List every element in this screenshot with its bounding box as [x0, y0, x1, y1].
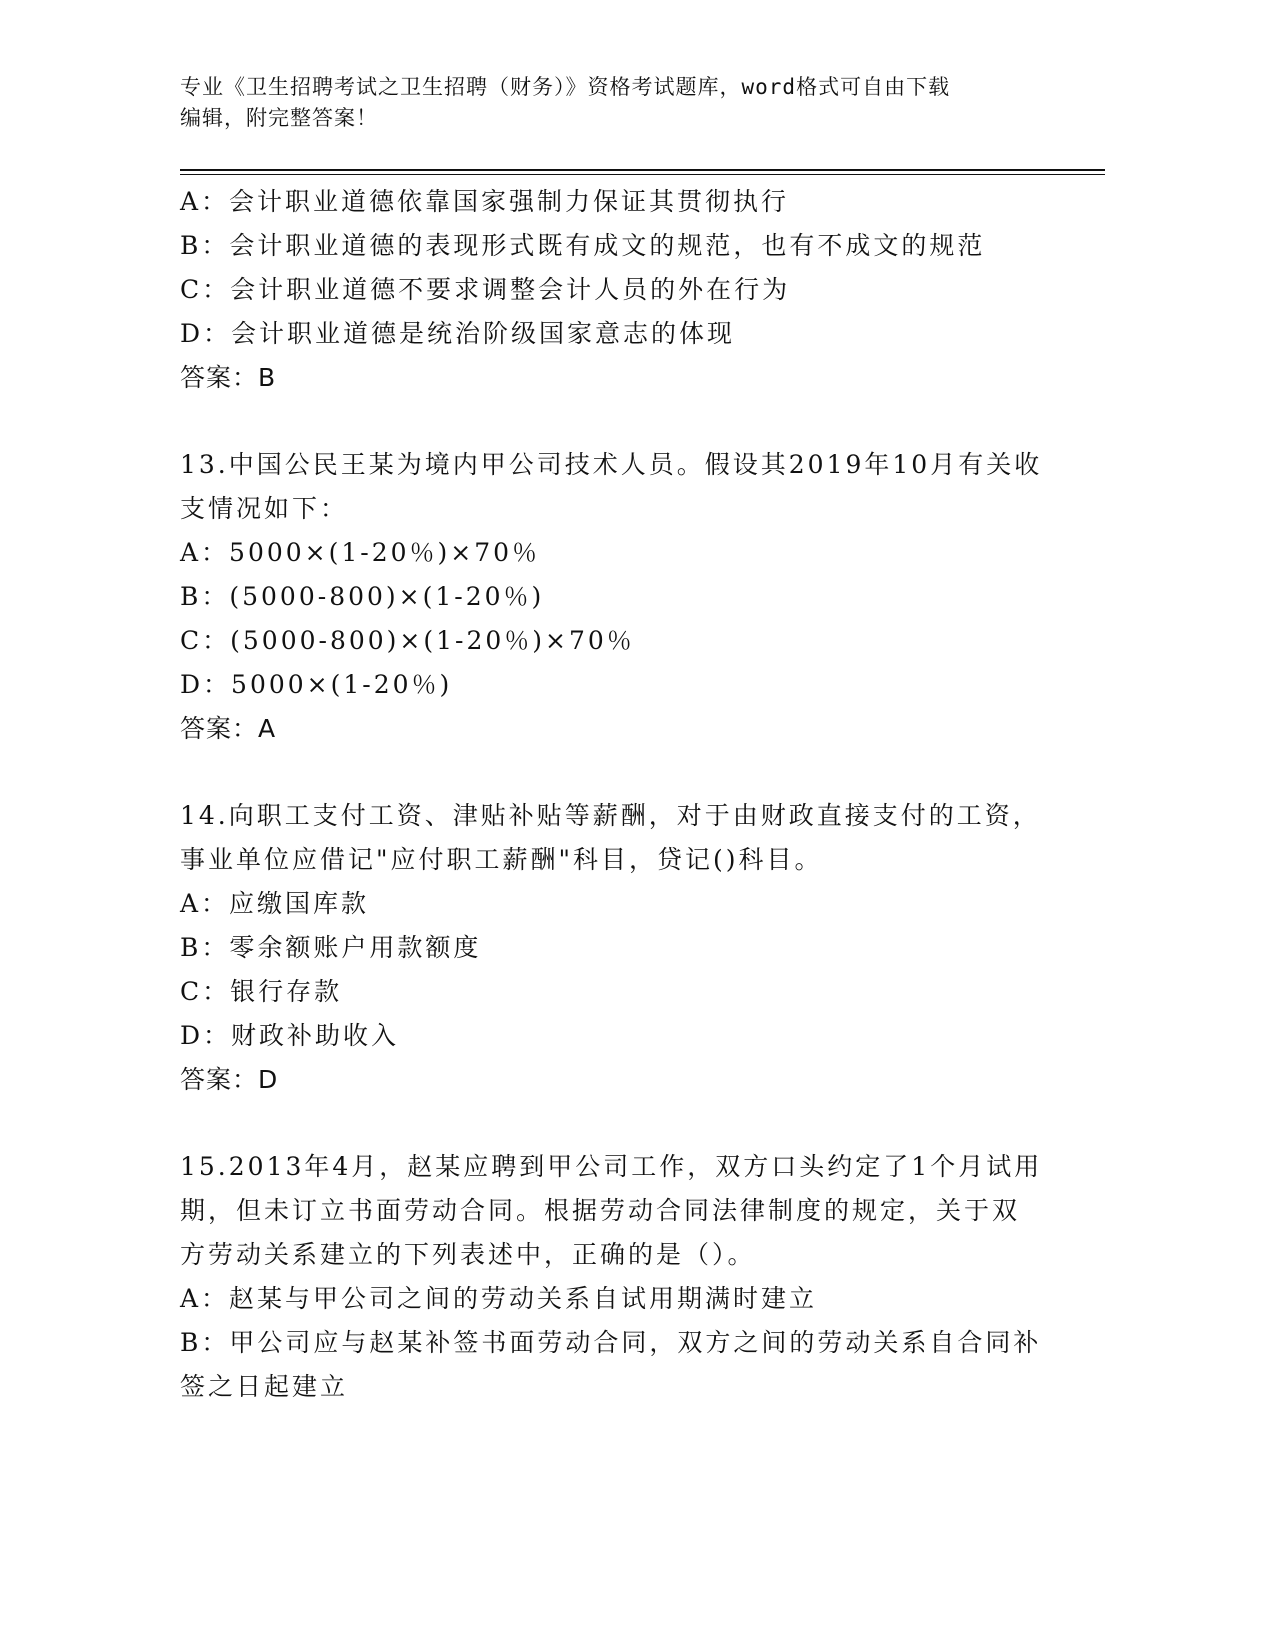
option-b: B：甲公司应与赵某补签书面劳动合同，双方之间的劳动关系自合同补	[180, 1328, 1042, 1357]
option-b: B：会计职业道德的表现形式既有成文的规范，也有不成文的规范	[180, 231, 986, 260]
question-stem-line: 期，但未订立书面劳动合同。根据劳动合同法律制度的规定，关于双	[180, 1196, 1021, 1225]
question-stem-line: 15.2013年4月，赵某应聘到甲公司工作，双方口头约定了1个月试用	[180, 1152, 1043, 1181]
option-d: D：财政补助收入	[180, 1021, 400, 1050]
header-line-2: 编辑，附完整答案！	[180, 106, 378, 130]
question-14	[180, 794, 1040, 1102]
question-stem-line: 支情况如下：	[180, 494, 349, 523]
option-b: B：(5000-800)×(1-20％)	[180, 582, 545, 611]
option-a: A：应缴国库款	[180, 889, 370, 918]
answer: 答案：B	[180, 363, 277, 392]
question-13	[180, 443, 1043, 751]
document-header	[180, 72, 1040, 134]
spacer	[180, 400, 1040, 443]
question-stem-line: 事业单位应借记"应付职工薪酬"科目，贷记()科目。	[180, 845, 823, 874]
question-15	[180, 1145, 1043, 1409]
option-d: D：5000×(1-20％)	[180, 670, 453, 699]
spacer	[180, 1102, 1040, 1145]
option-d: D：会计职业道德是统治阶级国家意志的体现	[180, 319, 736, 348]
option-b: B：零余额账户用款额度	[180, 933, 482, 962]
option-a: A：5000×(1-20％)×70％	[180, 538, 541, 567]
header-divider-thick	[180, 169, 1105, 171]
answer: 答案：A	[180, 714, 277, 743]
question-stem-line: 13.中国公民王某为境内甲公司技术人员。假设其2019年10月有关收	[180, 450, 1043, 479]
question-stem-line: 14.向职工支付工资、津贴补贴等薪酬，对于由财政直接支付的工资，	[180, 801, 1041, 830]
option-c: C：会计职业道德不要求调整会计人员的外在行为	[180, 275, 791, 304]
question-content	[180, 180, 1043, 1409]
header-divider-thin	[180, 174, 1105, 175]
option-c: C：(5000-800)×(1-20％)×70％	[180, 626, 635, 655]
question-12	[180, 180, 1040, 400]
option-b-continued: 签之日起建立	[180, 1372, 349, 1401]
header-line-1: 专业《卫生招聘考试之卫生招聘（财务）》资格考试题库，word格式可自由下载	[180, 75, 951, 99]
spacer	[180, 751, 1040, 794]
question-stem-line: 方劳动关系建立的下列表述中，正确的是（）。	[180, 1240, 756, 1269]
option-c: C：银行存款	[180, 977, 343, 1006]
answer: 答案：D	[180, 1065, 279, 1094]
option-a: A：会计职业道德依靠国家强制力保证其贯彻执行	[180, 187, 790, 216]
option-a: A：赵某与甲公司之间的劳动关系自试用期满时建立	[180, 1284, 818, 1313]
